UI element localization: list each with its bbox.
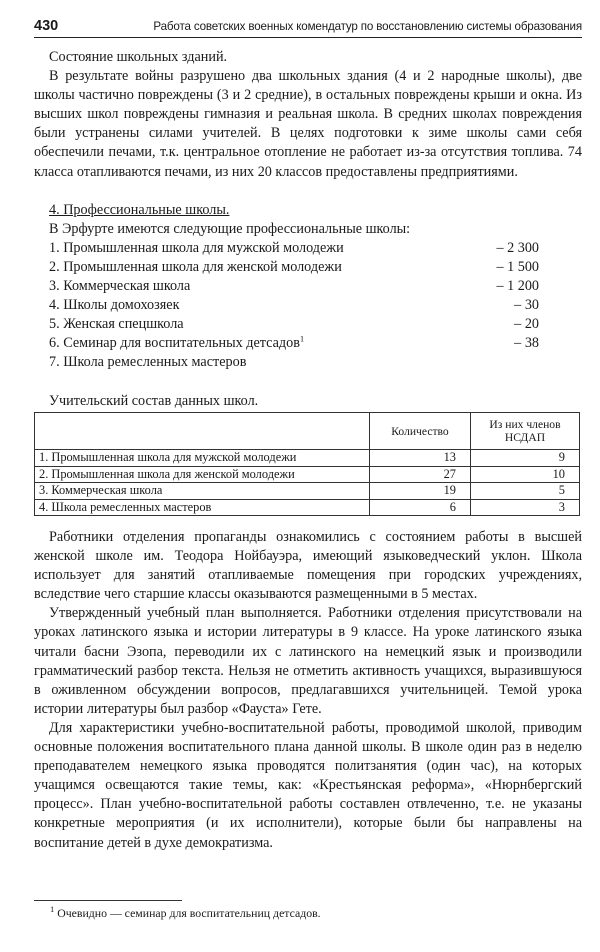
page-number: 430: [34, 18, 59, 34]
footnote-mark: 1: [299, 333, 305, 344]
main-text-bottom: [34, 528, 582, 853]
vocational-intro: В Эрфурте имеются следующие профессиональные школы:: [49, 220, 411, 237]
footnote-text: Очевидно — семинар для воспитательниц детсадов.: [57, 906, 321, 920]
list-item: 6. Семинар для воспитательных детсадов$^1$ – 38: [49, 333, 539, 352]
list-item: 3. Коммерческая школа – 1 200: [49, 278, 539, 295]
table-row: [35, 483, 580, 500]
table-row: [35, 499, 580, 516]
table-cell: 2. Промышленная школа для женской молодежи: [35, 466, 370, 483]
table-row: [35, 466, 580, 483]
table-cell: 27: [370, 466, 471, 483]
column-header: Количество: [370, 413, 471, 450]
column-header: Из них членов НСДАП: [471, 413, 580, 450]
paragraph: Для характеристики учебно-воспитательной работы, проводимой школой, приводим основные положения воспитательного плана данной школы. В школе один раз в неделю преподавателем немецкого языка проводятся политзанятия (один час), на которых учащимся освещаются такие темы, как: «Крестьянская реформа», «Нюрнбергский процесс». План учебно-воспитательной работы составлен отвлеченно, т.е. не указаны конкретные мероприятия (и их исполнители), которые были бы направлены на воспитание детей в духе демократизма.: [34, 719, 582, 851]
footnote-number: 1: [50, 904, 55, 915]
running-title: Работа советских военных комендатур по восстановлению системы образования: [153, 20, 582, 33]
table-cell: 19: [370, 483, 471, 500]
list-item: 4. Школы домохозяек – 30: [49, 297, 539, 314]
list-item: 7. Школа ремесленных мастеров: [49, 354, 247, 371]
table-cell: 13: [370, 450, 471, 467]
paragraph-buildings: В результате войны разрушено два школьных здания (4 и 2 народные школы), две школы частично повреждены (3 и 2 средние), в остальных повреждены крыши и окна. Из высших школ повреждены гимназия и реальная школа. В средних школах повреждения были устранены силами учителей. В целях подготовки к зиме школы сами себя обеспечили печами, т.к. центральное отопление не работает из-за отсутствия топлива. 74 класса отапливаются печами, из них 20 классов предоставлены предприятиями.: [34, 68, 582, 180]
list-item: 1. Промышленная школа для мужской молодежи – 2 300: [49, 239, 539, 256]
table-cell: 6: [370, 499, 471, 516]
table-cell: 3: [471, 499, 580, 516]
table-caption: Учительский состав данных школ.: [49, 392, 259, 409]
footnote-divider: [34, 900, 182, 901]
section-heading-vocational: 4. Профессиональные школы.: [49, 201, 230, 218]
list-item: 5. Женская спецшкола – 20: [49, 316, 539, 333]
table-header-row: [35, 413, 580, 450]
column-header: [35, 413, 370, 450]
section-heading-buildings: Состояние школьных зданий.: [49, 49, 228, 65]
table-cell: 10: [471, 466, 580, 483]
vocational-list: [34, 239, 582, 373]
paragraph: Утвержденный учебный план выполняется. Работники отделения присутствовали на уроках латинского языка и истории литературы в 9 классе. На уроке латинского языка читали басни Эзопа, переводили их с латинского на немецкий язык и производили грамматический разбор текста. Нельзя не отметить активность учащихся, выразившуюся в оживленном обсуждении вопросов, предлагавшихся учительницей. Темой урока истории литературы был разбор «Фауста» Гете.: [34, 605, 582, 717]
staff-table: [34, 412, 580, 516]
footnote: [50, 906, 321, 921]
table-row: [35, 450, 580, 467]
table-cell: 9: [471, 450, 580, 467]
table-cell: 5: [471, 483, 580, 500]
table-cell: 4. Школа ремесленных мастеров: [35, 499, 370, 516]
list-item: 2. Промышленная школа для женской молодежи – 1 500: [49, 258, 539, 275]
table-cell: 1. Промышленная школа для мужской молодежи: [35, 450, 370, 467]
table-cell: 3. Коммерческая школа: [35, 483, 370, 500]
page-header: [34, 15, 582, 38]
main-text-top: [34, 48, 582, 411]
paragraph: Работники отделения пропаганды ознакомились с состоянием работы в высшей женской школе им. Теодора Нойбауэра, имеющий языковедческий уклон. Школа использует для занятий отапливаемые помещения при городских учреждениях, вследствие чего старшие классы оказываются размещенными в 5 местах.: [34, 529, 582, 603]
